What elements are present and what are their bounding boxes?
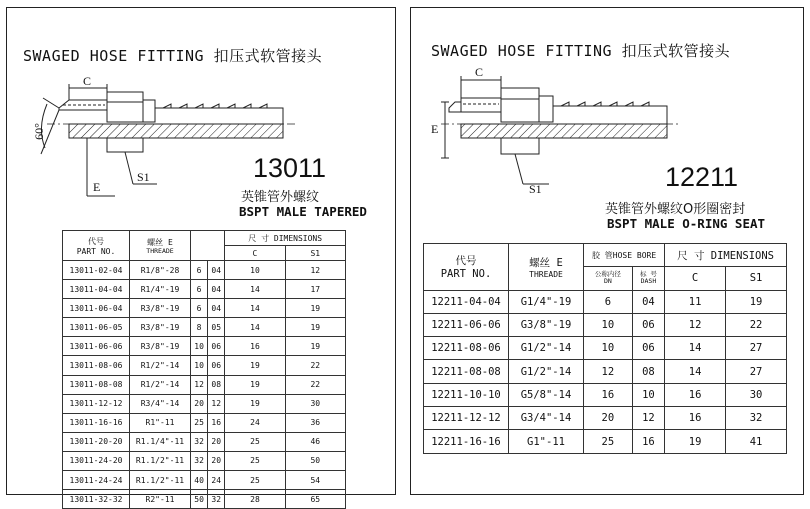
table-cell: 19 xyxy=(225,356,285,375)
table-cell: 19 xyxy=(285,318,345,337)
table-row xyxy=(63,261,346,280)
table-cell: 19 xyxy=(225,375,285,394)
left-th-thread xyxy=(130,231,191,261)
table-cell: 12 xyxy=(632,407,664,430)
table-cell: 32 xyxy=(191,451,208,470)
left-th-s1: S1 xyxy=(285,246,345,261)
table-cell: 06 xyxy=(208,356,225,375)
right-c-label: C xyxy=(475,65,484,79)
table-cell: 17 xyxy=(285,280,345,299)
table-cell: 20 xyxy=(208,451,225,470)
right-catalog-panel xyxy=(410,7,804,495)
table-row xyxy=(424,313,787,336)
table-row xyxy=(63,299,346,318)
right-desc-en: BSPT MALE O-RING SEAT xyxy=(607,216,766,231)
right-th-dim: 尺 寸 DIMENSIONS xyxy=(665,244,787,267)
table-row xyxy=(63,318,346,337)
table-cell: G5/8"-14 xyxy=(509,383,584,406)
table-cell: 06 xyxy=(632,313,664,336)
table-cell: 65 xyxy=(285,490,345,509)
table-cell: 12211-08-08 xyxy=(424,360,509,383)
left-desc-cn: 英锥管外螺纹 xyxy=(241,190,320,205)
table-cell: 27 xyxy=(726,337,787,360)
right-th-part-en: PART NO. xyxy=(440,268,492,281)
table-cell: 22 xyxy=(285,356,345,375)
table-cell: 25 xyxy=(225,432,285,451)
left-spec-table xyxy=(62,230,346,509)
table-cell: R3/8"-19 xyxy=(130,318,191,337)
table-cell: 22 xyxy=(285,375,345,394)
table-cell: 19 xyxy=(665,430,726,453)
table-cell: 16 xyxy=(225,337,285,356)
right-desc-cn: 英锥管外螺纹O形圈密封 xyxy=(605,202,746,217)
table-cell: 25 xyxy=(225,471,285,490)
table-cell: 19 xyxy=(225,394,285,413)
table-cell: 12 xyxy=(191,375,208,394)
table-cell: R1/2"-14 xyxy=(130,375,191,394)
table-cell: 19 xyxy=(726,290,787,313)
table-cell: R1.1/2"-11 xyxy=(130,471,191,490)
table-cell: 04 xyxy=(632,290,664,313)
table-row xyxy=(424,337,787,360)
table-row xyxy=(63,375,346,394)
table-cell: 08 xyxy=(208,375,225,394)
table-cell: G1/2"-14 xyxy=(509,360,584,383)
table-cell: 50 xyxy=(191,490,208,509)
table-cell: 20 xyxy=(584,407,633,430)
left-th-thread-en: THREADE xyxy=(146,246,174,255)
table-cell: 05 xyxy=(208,318,225,337)
table-row xyxy=(63,337,346,356)
table-cell: 13011-06-04 xyxy=(63,299,130,318)
table-cell: 16 xyxy=(665,407,726,430)
table-cell: 13011-06-06 xyxy=(63,337,130,356)
table-cell: 12 xyxy=(584,360,633,383)
right-th-dash xyxy=(632,267,664,290)
table-row xyxy=(424,430,787,453)
table-cell: 10 xyxy=(632,383,664,406)
right-th-dn xyxy=(584,267,633,290)
table-cell: 22 xyxy=(726,313,787,336)
table-cell: 12211-08-06 xyxy=(424,337,509,360)
right-th-thread-cn: 螺丝 E xyxy=(529,256,563,269)
table-cell: 11 xyxy=(665,290,726,313)
table-cell: 6 xyxy=(191,280,208,299)
table-cell: 13011-16-16 xyxy=(63,413,130,432)
table-cell: 19 xyxy=(285,337,345,356)
table-cell: R3/8"-19 xyxy=(130,299,191,318)
table-cell: 12 xyxy=(665,313,726,336)
table-cell: 13011-12-12 xyxy=(63,394,130,413)
table-cell: 13011-24-20 xyxy=(63,451,130,470)
table-cell: G3/4"-14 xyxy=(509,407,584,430)
table-cell: 24 xyxy=(225,413,285,432)
table-row xyxy=(424,290,787,313)
table-cell: G3/8"-19 xyxy=(509,313,584,336)
right-spec-table xyxy=(423,243,787,454)
table-cell: 13011-20-20 xyxy=(63,432,130,451)
left-angle-label: 60° xyxy=(31,123,46,140)
left-c-label: C xyxy=(83,74,92,88)
table-cell: 24 xyxy=(208,471,225,490)
table-cell: 10 xyxy=(225,261,285,280)
table-cell: 04 xyxy=(208,261,225,280)
table-cell: 16 xyxy=(632,430,664,453)
table-cell: 10 xyxy=(584,313,633,336)
left-catalog-panel xyxy=(6,7,396,504)
table-cell: 04 xyxy=(208,280,225,299)
right-th-thread xyxy=(509,244,584,291)
table-cell: 8 xyxy=(191,318,208,337)
left-fitting-drawing xyxy=(7,8,397,228)
table-cell: 08 xyxy=(632,360,664,383)
table-cell: 10 xyxy=(584,337,633,360)
table-cell: R1/2"-14 xyxy=(130,356,191,375)
table-cell: 06 xyxy=(208,337,225,356)
table-cell: 10 xyxy=(191,337,208,356)
left-th-part xyxy=(63,231,130,261)
table-cell: 41 xyxy=(726,430,787,453)
table-cell: R1/8"-28 xyxy=(130,261,191,280)
right-th-dash-en: DASH xyxy=(640,277,657,286)
table-cell: 13011-06-05 xyxy=(63,318,130,337)
table-cell: 13011-04-04 xyxy=(63,280,130,299)
table-cell: R2"-11 xyxy=(130,490,191,509)
table-row xyxy=(63,490,346,509)
left-th-code-cn: 代号 xyxy=(88,236,104,246)
table-cell: 40 xyxy=(191,471,208,490)
left-th-part-en: PART NO. xyxy=(76,246,116,256)
table-cell: 16 xyxy=(208,413,225,432)
table-cell: 20 xyxy=(191,394,208,413)
left-title: SWAGED HOSE FITTING 扣压式软管接头 xyxy=(23,47,323,65)
table-cell: 6 xyxy=(191,299,208,318)
right-part-number: 12211 xyxy=(665,162,739,192)
left-s1-label: S1 xyxy=(137,170,150,184)
right-th-c: C xyxy=(665,267,726,290)
table-cell: 13011-08-08 xyxy=(63,375,130,394)
table-cell: 30 xyxy=(285,394,345,413)
table-cell: R1"-11 xyxy=(130,413,191,432)
left-th-dim: 尺 寸 DIMENSIONS xyxy=(225,231,346,246)
right-title: SWAGED HOSE FITTING 扣压式软管接头 xyxy=(431,42,731,60)
table-cell: 12211-04-04 xyxy=(424,290,509,313)
table-row xyxy=(424,383,787,406)
table-row xyxy=(63,471,346,490)
table-cell: 12 xyxy=(285,261,345,280)
table-cell: 25 xyxy=(584,430,633,453)
right-th-s1: S1 xyxy=(726,267,787,290)
table-cell: 25 xyxy=(225,451,285,470)
table-cell: 12211-10-10 xyxy=(424,383,509,406)
table-cell: 46 xyxy=(285,432,345,451)
table-cell: 13011-08-06 xyxy=(63,356,130,375)
table-cell: 36 xyxy=(285,413,345,432)
table-cell: 28 xyxy=(225,490,285,509)
left-th-bore xyxy=(191,231,225,261)
right-s1-label: S1 xyxy=(529,182,542,196)
table-row xyxy=(424,360,787,383)
table-cell: R1/4"-19 xyxy=(130,280,191,299)
table-cell: 27 xyxy=(726,360,787,383)
table-row xyxy=(63,280,346,299)
table-cell: 6 xyxy=(584,290,633,313)
table-cell: 30 xyxy=(726,383,787,406)
table-cell: 19 xyxy=(285,299,345,318)
table-cell: 14 xyxy=(225,280,285,299)
table-cell: 14 xyxy=(665,360,726,383)
table-cell: 25 xyxy=(191,413,208,432)
table-cell: 16 xyxy=(584,383,633,406)
table-cell: 32 xyxy=(208,490,225,509)
table-cell: 13011-32-32 xyxy=(63,490,130,509)
right-th-dash-cn: 标 号 xyxy=(639,270,657,279)
table-cell: G1/2"-14 xyxy=(509,337,584,360)
right-th-dn-en: DN xyxy=(603,277,612,286)
table-cell: 12 xyxy=(208,394,225,413)
table-cell: 12211-16-16 xyxy=(424,430,509,453)
table-cell: 12211-12-12 xyxy=(424,407,509,430)
table-row xyxy=(63,413,346,432)
right-th-part xyxy=(424,244,509,291)
left-e-label: E xyxy=(93,180,101,194)
right-e-label: E xyxy=(431,122,439,136)
left-desc-en: BSPT MALE TAPERED xyxy=(239,204,367,219)
table-row xyxy=(63,356,346,375)
table-cell: R1.1/4"-11 xyxy=(130,432,191,451)
table-cell: 14 xyxy=(665,337,726,360)
table-cell: 06 xyxy=(632,337,664,360)
table-row xyxy=(424,407,787,430)
right-th-dn-cn: 公称内径 xyxy=(594,270,621,279)
table-cell: 32 xyxy=(726,407,787,430)
table-cell: 12211-06-06 xyxy=(424,313,509,336)
right-th-thread-en: THREADE xyxy=(529,269,563,279)
table-row xyxy=(63,451,346,470)
table-row xyxy=(63,394,346,413)
table-cell: G1"-11 xyxy=(509,430,584,453)
table-cell: 20 xyxy=(208,432,225,451)
table-row xyxy=(63,432,346,451)
left-part-number: 13011 xyxy=(253,153,327,183)
table-cell: 10 xyxy=(191,356,208,375)
table-cell: 16 xyxy=(665,383,726,406)
table-cell: 13011-02-04 xyxy=(63,261,130,280)
table-cell: 14 xyxy=(225,318,285,337)
table-cell: 32 xyxy=(191,432,208,451)
right-th-bore: 胶 管HOSE BORE xyxy=(584,244,665,267)
table-cell: 50 xyxy=(285,451,345,470)
table-cell: R1.1/2"-11 xyxy=(130,451,191,470)
left-th-c: C xyxy=(225,246,285,261)
table-cell: 14 xyxy=(225,299,285,318)
table-cell: 04 xyxy=(208,299,225,318)
left-th-thread-cn: 螺丝 E xyxy=(147,237,173,247)
right-th-code-cn: 代号 xyxy=(455,255,477,268)
table-cell: 54 xyxy=(285,471,345,490)
table-cell: 6 xyxy=(191,261,208,280)
table-cell: 13011-24-24 xyxy=(63,471,130,490)
table-cell: G1/4"-19 xyxy=(509,290,584,313)
table-cell: R3/8"-19 xyxy=(130,337,191,356)
table-cell: R3/4"-14 xyxy=(130,394,191,413)
